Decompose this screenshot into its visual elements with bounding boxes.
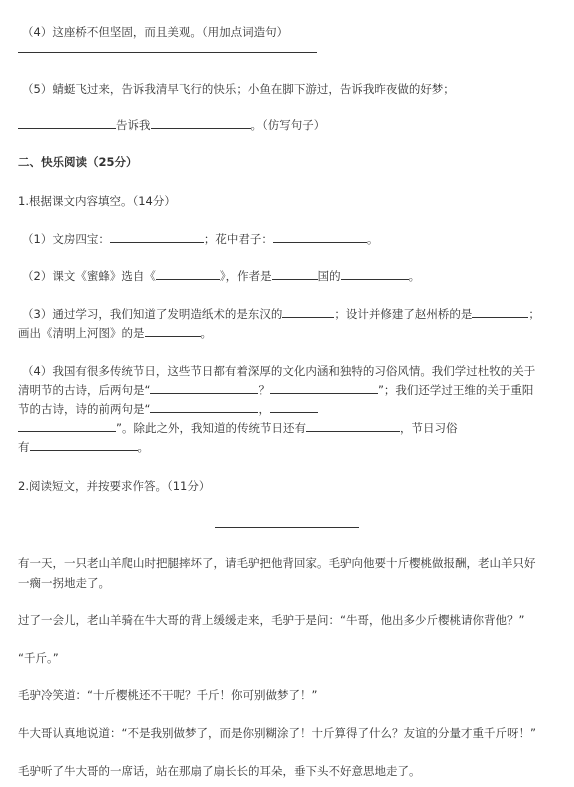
qingming-poem-blank-2[interactable] [270, 382, 378, 394]
item4-label-2a: 清明节的古诗，后两句是“ [18, 383, 151, 397]
author-country-blank[interactable] [272, 268, 318, 280]
item4-label-5a: 有 [18, 440, 30, 454]
part1-item3-line2 [18, 325, 212, 341]
q5-prompt: （5）蜻蜓飞过来，告诉我清早飞行的快乐；小鱼在脚下游过，告诉我昨夜做的好梦； [22, 82, 455, 96]
item2-label-c: 国的 [317, 269, 341, 283]
story-paragraph-6: 毛驴听了牛大哥的一席话，站在那扇了扇长长的耳朵，垂下头不好意思地走了。 [18, 764, 421, 778]
item1-label-b: ；花中君子： [203, 232, 273, 246]
festival-custom-blank[interactable] [30, 439, 138, 451]
story-paragraph-2: 过了一会儿，老山羊骑在牛大哥的背上缓缓走来，毛驴于是问：“牛哥，他出多少斤樱桃请你背他？” [18, 613, 525, 627]
item4-label-2b: ？ [258, 383, 270, 397]
part-1-title: 1.根据课文内容填空。（14分） [18, 194, 176, 208]
item3-label-c: ； [528, 307, 540, 321]
part1-item4-line5 [18, 439, 149, 455]
story-paragraph-1-line-1: 有一天，一只老山羊爬山时把腿摔坏了，请毛驴把他背回家。毛驴向他要十斤樱桃做报酬，老山羊只好 [18, 556, 536, 570]
chongyang-poem-blank-2b[interactable] [18, 420, 116, 432]
story-title-blank[interactable] [215, 527, 359, 528]
flower-gentlemen-blank[interactable] [273, 231, 367, 243]
item4-label-4a: ”。除此之外，我知道的传统节日还有 [116, 421, 306, 435]
item1-label-a: （1）文房四宝： [22, 232, 110, 246]
author-name-blank[interactable] [341, 268, 409, 280]
item4-label-4b: ，节日习俗 [399, 421, 458, 435]
story-paragraph-3: “千斤。” [18, 651, 59, 665]
book-source-blank[interactable] [156, 268, 220, 280]
item2-label-b: 》，作者是 [219, 269, 272, 283]
chongyang-poem-blank-1[interactable] [150, 401, 258, 413]
q5-mid-text: 告诉我 [116, 118, 151, 132]
q4-prompt: （4）这座桥不但坚固，而且美观。（用加点词造句） [22, 25, 289, 39]
bridge-designer-blank[interactable] [472, 306, 528, 318]
part1-item4-line4 [18, 420, 457, 436]
item4-label-3b: ， [258, 402, 270, 416]
q5-blank-2[interactable] [151, 117, 251, 129]
q5-answer-row [18, 117, 325, 133]
part1-item4-line2 [18, 382, 533, 398]
qingming-poem-blank-1[interactable] [150, 382, 258, 394]
item4-label-3a: 节的古诗，诗的前两句是“ [18, 402, 151, 416]
item4-label-5b: 。 [137, 440, 149, 454]
story-paragraph-5: 牛大哥认真地说道：“不是我别做梦了，而是你别糊涂了！十斤算得了什么？友谊的分量才重千斤呀！” [18, 726, 536, 740]
item2-label-d: 。 [408, 269, 421, 283]
q5-blank-1[interactable] [18, 117, 116, 129]
item3-label-a: （3）通过学习，我们知道了发明造纸术的是东汉的 [22, 307, 283, 321]
item1-label-c: 。 [366, 232, 379, 246]
q5-end-text: 。（仿写句子） [250, 118, 326, 132]
chongyang-poem-blank-2a[interactable] [270, 401, 318, 413]
paper-inventor-blank[interactable] [282, 306, 334, 318]
section-2-title: 二、快乐阅读（25分） [18, 155, 138, 169]
part1-item4-line3 [18, 401, 318, 417]
q4-answer-line[interactable] [18, 52, 317, 53]
four-treasures-blank[interactable] [110, 231, 204, 243]
item2-label-a: （2）课文《蜜蜂》选自《 [22, 269, 156, 283]
part1-item1 [22, 231, 378, 247]
festival-name-blank[interactable] [306, 420, 400, 432]
painting-artist-blank[interactable] [145, 325, 201, 337]
part-2-title: 2.阅读短文，并按要求作答。（11分） [18, 479, 211, 493]
item3-label-e: 。 [200, 326, 212, 340]
story-paragraph-1-line-2: 一瘸一拐地走了。 [18, 576, 110, 590]
part1-item4-line1: （4）我国有很多传统节日，这些节日都有着深厚的文化内涵和独特的习俗风情。我们学过杜牧的关于 [22, 364, 536, 378]
part1-item2 [22, 268, 420, 284]
story-paragraph-4: 毛驴冷笑道：“十斤樱桃还不干呢？千斤！你可别做梦了！” [18, 688, 318, 702]
item3-label-b: ；设计并修建了赵州桥的是 [334, 307, 473, 321]
part1-item3-line1 [22, 306, 540, 322]
item4-label-2c: ”；我们还学过王维的关于重阳 [377, 383, 534, 397]
item3-label-d: 画出《清明上河图》的是 [18, 326, 145, 340]
